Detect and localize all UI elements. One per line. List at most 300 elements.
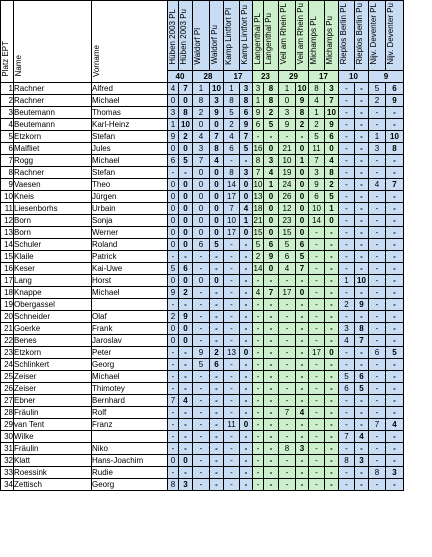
score-cell[interactable]: -	[386, 238, 404, 250]
score-cell[interactable]: -	[386, 454, 404, 466]
score-cell[interactable]: 0	[179, 238, 193, 250]
score-cell[interactable]: -	[264, 394, 279, 406]
score-cell[interactable]: -	[369, 310, 386, 322]
score-cell[interactable]: 0	[264, 262, 279, 274]
name-cell[interactable]: Etzkorn	[14, 346, 92, 358]
score-cell[interactable]: 4	[179, 394, 193, 406]
score-cell[interactable]: -	[193, 430, 210, 442]
score-cell[interactable]: -	[296, 370, 309, 382]
score-cell[interactable]: -	[309, 286, 325, 298]
firstname-cell[interactable]: Franz	[92, 418, 168, 430]
name-cell[interactable]: Schuler	[14, 238, 92, 250]
score-cell[interactable]: 4	[339, 334, 355, 346]
score-cell[interactable]: -	[339, 130, 355, 142]
score-cell[interactable]: -	[264, 442, 279, 454]
score-cell[interactable]: 10	[253, 179, 263, 189]
score-cell[interactable]: -	[279, 310, 296, 322]
score-cell[interactable]: 5	[309, 130, 325, 142]
score-cell[interactable]: -	[339, 190, 355, 202]
score-cell[interactable]: -	[325, 454, 339, 466]
score-cell[interactable]: -	[339, 418, 355, 430]
score-cell[interactable]: -	[339, 106, 355, 118]
score-cell[interactable]: 7	[240, 130, 253, 142]
score-cell[interactable]: 3	[296, 442, 309, 454]
score-cell[interactable]: -	[179, 418, 193, 430]
score-cell[interactable]: -	[253, 382, 264, 394]
score-cell[interactable]: -	[224, 310, 240, 322]
score-cell[interactable]: 9	[240, 118, 253, 130]
score-cell[interactable]: 0	[279, 94, 296, 106]
score-cell[interactable]: -	[355, 142, 369, 154]
name-cell[interactable]: Vaesen	[14, 178, 92, 190]
score-cell[interactable]: 4	[168, 82, 179, 94]
event-column-header[interactable]	[296, 1, 309, 71]
score-cell[interactable]: -	[224, 286, 240, 298]
score-cell[interactable]: -	[369, 274, 386, 286]
score-cell[interactable]: -	[179, 358, 193, 370]
score-cell[interactable]: 5	[264, 118, 279, 130]
score-cell[interactable]: -	[296, 358, 309, 370]
score-cell[interactable]: -	[339, 226, 355, 238]
firstname-cell[interactable]: Alfred	[92, 82, 168, 94]
score-cell[interactable]: -	[369, 442, 386, 454]
score-cell[interactable]: -	[369, 250, 386, 262]
score-cell[interactable]: -	[325, 406, 339, 418]
score-cell[interactable]: 9	[309, 178, 325, 190]
score-cell[interactable]: -	[386, 118, 404, 130]
score-cell[interactable]: -	[355, 250, 369, 262]
score-cell[interactable]: -	[264, 454, 279, 466]
score-cell[interactable]: 4	[193, 130, 210, 142]
score-cell[interactable]: -	[193, 286, 210, 298]
score-cell[interactable]: -	[309, 238, 325, 250]
score-cell[interactable]: -	[325, 394, 339, 406]
score-cell[interactable]: 0	[210, 118, 224, 130]
name-cell[interactable]: Etzkorn	[14, 130, 92, 142]
score-cell[interactable]: -	[264, 298, 279, 310]
score-cell[interactable]: -	[253, 442, 264, 454]
score-cell[interactable]: -	[325, 310, 339, 322]
score-cell[interactable]: 3	[240, 82, 253, 94]
score-cell[interactable]: -	[339, 166, 355, 178]
score-cell[interactable]: 11	[309, 142, 325, 154]
score-cell[interactable]: 5	[179, 154, 193, 166]
score-cell[interactable]: -	[386, 286, 404, 298]
event-total-cell[interactable]: 9	[369, 70, 404, 82]
score-cell[interactable]: 2	[309, 118, 325, 130]
score-cell[interactable]: 2	[369, 94, 386, 106]
name-cell[interactable]: Lang	[14, 274, 92, 286]
score-cell[interactable]: 9	[264, 250, 279, 262]
score-cell[interactable]: -	[386, 250, 404, 262]
score-cell[interactable]: 9	[279, 118, 296, 130]
firstname-cell[interactable]: Kai-Uwe	[92, 262, 168, 274]
score-cell[interactable]: 15	[253, 227, 263, 237]
score-cell[interactable]: -	[386, 382, 404, 394]
score-cell[interactable]: -	[355, 214, 369, 226]
score-cell[interactable]: 10	[279, 154, 296, 166]
score-cell[interactable]: 0	[193, 226, 210, 238]
score-cell[interactable]: -	[279, 478, 296, 490]
score-cell[interactable]: 13	[224, 346, 240, 358]
score-cell[interactable]: 2	[179, 286, 193, 298]
score-cell[interactable]: -	[168, 406, 179, 418]
score-cell[interactable]: -	[325, 358, 339, 370]
score-cell[interactable]: 4	[253, 286, 264, 298]
score-cell[interactable]: -	[309, 382, 325, 394]
score-cell[interactable]: -	[224, 406, 240, 418]
score-cell[interactable]: -	[369, 154, 386, 166]
firstname-cell[interactable]: Thomas	[92, 106, 168, 118]
score-cell[interactable]: 1	[339, 274, 355, 286]
score-cell[interactable]: -	[386, 298, 404, 310]
score-cell[interactable]: -	[253, 322, 264, 334]
score-cell[interactable]: 4	[264, 166, 279, 178]
score-cell[interactable]: 0	[264, 214, 279, 226]
firstname-cell[interactable]: Michael	[92, 94, 168, 106]
score-cell[interactable]: -	[179, 430, 193, 442]
score-cell[interactable]: -	[309, 262, 325, 274]
firstname-cell[interactable]: Georg	[92, 478, 168, 490]
score-cell[interactable]: -	[193, 478, 210, 490]
score-cell[interactable]: 5	[369, 82, 386, 94]
score-cell[interactable]: -	[369, 478, 386, 490]
score-cell[interactable]: 0	[210, 274, 224, 286]
score-cell[interactable]: -	[386, 202, 404, 214]
score-cell[interactable]: 2	[296, 118, 309, 130]
score-cell[interactable]: -	[240, 250, 253, 262]
score-cell[interactable]: -	[210, 394, 224, 406]
score-cell[interactable]: -	[386, 358, 404, 370]
score-cell[interactable]: -	[264, 274, 279, 286]
score-cell[interactable]: -	[355, 94, 369, 106]
score-cell[interactable]: 9	[193, 346, 210, 358]
score-cell[interactable]: 2	[210, 346, 224, 358]
score-cell[interactable]: 0	[210, 226, 224, 238]
score-cell[interactable]: 0	[296, 190, 309, 202]
score-cell[interactable]: 8	[369, 466, 386, 478]
score-cell[interactable]: 21	[279, 142, 296, 154]
firstname-cell[interactable]: Roland	[92, 238, 168, 250]
score-cell[interactable]: 14	[224, 178, 240, 190]
firstname-cell[interactable]: Werner	[92, 226, 168, 238]
firstname-cell[interactable]	[92, 430, 168, 442]
score-cell[interactable]: -	[253, 334, 264, 346]
firstname-cell[interactable]: Michael	[92, 154, 168, 166]
score-cell[interactable]: 0	[296, 226, 309, 238]
score-cell[interactable]: -	[193, 394, 210, 406]
score-cell[interactable]: -	[339, 142, 355, 154]
score-cell[interactable]: 8	[264, 82, 279, 94]
score-cell[interactable]: 6	[369, 346, 386, 358]
score-cell[interactable]: 2	[325, 178, 339, 190]
score-cell[interactable]: -	[253, 346, 264, 358]
score-cell[interactable]: -	[325, 274, 339, 286]
score-cell[interactable]: -	[264, 346, 279, 358]
score-cell[interactable]: 4	[240, 202, 253, 214]
score-cell[interactable]: 1	[253, 94, 264, 106]
firstname-cell[interactable]: Rolf	[92, 406, 168, 418]
score-cell[interactable]: 4	[210, 154, 224, 166]
event-column-header[interactable]	[325, 1, 339, 71]
score-cell[interactable]: -	[355, 82, 369, 94]
event-total-cell[interactable]: 17	[224, 70, 253, 82]
score-cell[interactable]: 0	[296, 142, 309, 154]
score-cell[interactable]: -	[179, 166, 193, 178]
score-cell[interactable]: 2	[168, 310, 179, 322]
score-cell[interactable]: 8	[339, 454, 355, 466]
rank-cell[interactable]: 22	[1, 334, 14, 346]
name-cell[interactable]: Keser	[14, 262, 92, 274]
score-cell[interactable]: -	[240, 382, 253, 394]
firstname-cell[interactable]: Patrick	[92, 250, 168, 262]
score-cell[interactable]: -	[193, 262, 210, 274]
score-cell[interactable]: 8	[264, 94, 279, 106]
score-cell[interactable]: -	[355, 310, 369, 322]
rank-cell[interactable]: 18	[1, 286, 14, 298]
score-cell[interactable]: -	[339, 118, 355, 130]
score-cell[interactable]: -	[325, 478, 339, 490]
name-cell[interactable]: Klatt	[14, 454, 92, 466]
score-cell[interactable]: 4	[325, 154, 339, 166]
event-column-header[interactable]	[279, 1, 296, 71]
score-cell[interactable]: -	[369, 298, 386, 310]
score-cell[interactable]: 7	[264, 286, 279, 298]
score-cell[interactable]: -	[264, 418, 279, 430]
score-cell[interactable]: 2	[224, 118, 240, 130]
score-cell[interactable]: -	[339, 310, 355, 322]
score-cell[interactable]: -	[253, 466, 264, 478]
score-cell[interactable]: -	[296, 418, 309, 430]
score-cell[interactable]: -	[193, 334, 210, 346]
score-cell[interactable]: 9	[325, 118, 339, 130]
score-cell[interactable]: -	[355, 166, 369, 178]
name-cell[interactable]: Roessink	[14, 466, 92, 478]
score-cell[interactable]: 0	[168, 226, 179, 238]
score-cell[interactable]: 0	[240, 190, 253, 202]
score-cell[interactable]: -	[325, 334, 339, 346]
score-cell[interactable]: -	[355, 130, 369, 142]
score-cell[interactable]: -	[224, 322, 240, 334]
score-cell[interactable]: -	[355, 106, 369, 118]
rank-cell[interactable]: 10	[1, 190, 14, 202]
event-column-header[interactable]	[339, 1, 355, 71]
rank-cell[interactable]: 28	[1, 406, 14, 418]
score-cell[interactable]: 3	[179, 478, 193, 490]
score-cell[interactable]: -	[279, 346, 296, 358]
name-cell[interactable]: Wilke	[14, 430, 92, 442]
score-cell[interactable]: -	[253, 298, 264, 310]
score-cell[interactable]: 7	[369, 418, 386, 430]
score-cell[interactable]: -	[339, 238, 355, 250]
score-cell[interactable]: 4	[279, 262, 296, 274]
score-cell[interactable]: -	[264, 310, 279, 322]
firstname-cell[interactable]	[92, 298, 168, 310]
firstname-cell[interactable]: Jaroslav	[92, 334, 168, 346]
score-cell[interactable]: 24	[279, 178, 296, 190]
score-cell[interactable]: -	[240, 430, 253, 442]
score-cell[interactable]: -	[210, 334, 224, 346]
event-column-header[interactable]	[264, 1, 279, 71]
score-cell[interactable]: -	[309, 358, 325, 370]
score-cell[interactable]: -	[264, 382, 279, 394]
score-cell[interactable]: -	[339, 466, 355, 478]
header-cell[interactable]	[92, 1, 168, 83]
score-cell[interactable]: 7	[355, 334, 369, 346]
score-cell[interactable]: -	[309, 298, 325, 310]
firstname-cell[interactable]: Stefan	[92, 130, 168, 142]
score-cell[interactable]: -	[339, 178, 355, 190]
score-cell[interactable]: -	[253, 274, 264, 286]
score-cell[interactable]: 0	[193, 178, 210, 190]
firstname-cell[interactable]: Jules	[92, 142, 168, 154]
score-cell[interactable]: -	[355, 190, 369, 202]
score-cell[interactable]: 0	[210, 214, 224, 226]
score-cell[interactable]: -	[224, 442, 240, 454]
score-cell[interactable]: -	[264, 406, 279, 418]
rank-cell[interactable]: 17	[1, 274, 14, 286]
score-cell[interactable]: 0	[179, 226, 193, 238]
score-cell[interactable]: 0	[168, 202, 179, 214]
score-cell[interactable]: 0	[168, 334, 179, 346]
score-cell[interactable]: 7	[179, 82, 193, 94]
score-cell[interactable]: 0	[168, 190, 179, 202]
score-cell[interactable]: -	[193, 406, 210, 418]
score-cell[interactable]: 0	[168, 214, 179, 226]
score-cell[interactable]: 9	[168, 286, 179, 298]
score-cell[interactable]: 0	[325, 346, 339, 358]
score-cell[interactable]: 5	[325, 190, 339, 202]
firstname-cell[interactable]: Rudie	[92, 466, 168, 478]
score-cell[interactable]: -	[224, 382, 240, 394]
score-cell[interactable]: -	[296, 466, 309, 478]
score-cell[interactable]: -	[386, 430, 404, 442]
score-cell[interactable]: 0	[240, 346, 253, 358]
score-cell[interactable]: -	[168, 418, 179, 430]
score-cell[interactable]: -	[279, 322, 296, 334]
score-cell[interactable]: 8	[240, 94, 253, 106]
score-cell[interactable]: -	[309, 226, 325, 238]
score-cell[interactable]: -	[339, 214, 355, 226]
score-cell[interactable]: 10	[224, 214, 240, 226]
score-cell[interactable]: 8	[296, 106, 309, 118]
score-cell[interactable]: -	[224, 334, 240, 346]
score-cell[interactable]: -	[339, 94, 355, 106]
score-cell[interactable]: 0	[210, 166, 224, 178]
score-cell[interactable]: -	[386, 106, 404, 118]
score-cell[interactable]: 16	[253, 143, 263, 153]
score-cell[interactable]: -	[369, 406, 386, 418]
score-cell[interactable]: -	[386, 478, 404, 490]
score-cell[interactable]: -	[193, 454, 210, 466]
score-cell[interactable]: -	[355, 478, 369, 490]
score-cell[interactable]: 10	[296, 82, 309, 94]
rank-cell[interactable]: 7	[1, 154, 14, 166]
score-cell[interactable]: 7	[224, 202, 240, 214]
score-cell[interactable]: -	[325, 322, 339, 334]
score-cell[interactable]: -	[193, 466, 210, 478]
score-cell[interactable]: -	[240, 310, 253, 322]
score-cell[interactable]: 6	[179, 262, 193, 274]
name-cell[interactable]: Ebner	[14, 394, 92, 406]
score-cell[interactable]: 0	[264, 202, 279, 214]
score-cell[interactable]: -	[339, 406, 355, 418]
score-cell[interactable]: 5	[240, 142, 253, 154]
score-cell[interactable]: -	[279, 394, 296, 406]
firstname-cell[interactable]: Hans-Joachim	[92, 454, 168, 466]
score-cell[interactable]: -	[309, 370, 325, 382]
firstname-cell[interactable]: Horst	[92, 274, 168, 286]
score-cell[interactable]: 0	[179, 214, 193, 226]
name-cell[interactable]: Fräulin	[14, 442, 92, 454]
rank-cell[interactable]: 11	[1, 202, 14, 214]
score-cell[interactable]: 0	[179, 274, 193, 286]
score-cell[interactable]: -	[224, 154, 240, 166]
score-cell[interactable]: 1	[296, 154, 309, 166]
score-cell[interactable]: -	[355, 466, 369, 478]
rank-cell[interactable]: 4	[1, 118, 14, 130]
score-cell[interactable]: -	[168, 370, 179, 382]
score-cell[interactable]: -	[369, 226, 386, 238]
score-cell[interactable]: -	[210, 418, 224, 430]
score-cell[interactable]: -	[193, 370, 210, 382]
score-cell[interactable]: 13	[253, 191, 263, 201]
rank-cell[interactable]: 3	[1, 106, 14, 118]
score-cell[interactable]: 6	[264, 238, 279, 250]
score-cell[interactable]: 9	[296, 94, 309, 106]
score-cell[interactable]: -	[253, 310, 264, 322]
score-cell[interactable]: -	[369, 118, 386, 130]
score-cell[interactable]: -	[193, 250, 210, 262]
score-cell[interactable]: 0	[193, 118, 210, 130]
score-cell[interactable]: -	[253, 370, 264, 382]
name-cell[interactable]: Rachner	[14, 166, 92, 178]
score-cell[interactable]: 17	[279, 286, 296, 298]
score-cell[interactable]: -	[355, 406, 369, 418]
rank-cell[interactable]: 19	[1, 298, 14, 310]
name-cell[interactable]: Schlinkert	[14, 358, 92, 370]
score-cell[interactable]: -	[369, 238, 386, 250]
score-cell[interactable]: -	[309, 250, 325, 262]
rank-cell[interactable]: 5	[1, 130, 14, 142]
firstname-cell[interactable]: Jürgen	[92, 190, 168, 202]
score-cell[interactable]: -	[296, 394, 309, 406]
score-cell[interactable]: -	[369, 370, 386, 382]
score-cell[interactable]: -	[253, 430, 264, 442]
score-cell[interactable]: -	[224, 394, 240, 406]
score-cell[interactable]: -	[296, 130, 309, 142]
score-cell[interactable]: 15	[279, 226, 296, 238]
score-cell[interactable]: 8	[355, 322, 369, 334]
score-cell[interactable]: -	[296, 274, 309, 286]
score-cell[interactable]: 0	[264, 190, 279, 202]
rank-cell[interactable]: 12	[1, 214, 14, 226]
score-cell[interactable]: 1	[279, 82, 296, 94]
score-cell[interactable]: -	[296, 478, 309, 490]
event-column-header[interactable]	[253, 1, 264, 71]
score-cell[interactable]: 0	[193, 202, 210, 214]
score-cell[interactable]: -	[386, 322, 404, 334]
rank-cell[interactable]: 15	[1, 250, 14, 262]
score-cell[interactable]: -	[386, 394, 404, 406]
score-cell[interactable]: 0	[179, 334, 193, 346]
rank-cell[interactable]: 16	[1, 262, 14, 274]
score-cell[interactable]: 0	[210, 178, 224, 190]
score-cell[interactable]: -	[210, 310, 224, 322]
score-cell[interactable]: -	[224, 478, 240, 490]
score-cell[interactable]: 3	[339, 322, 355, 334]
score-cell[interactable]: -	[240, 274, 253, 286]
